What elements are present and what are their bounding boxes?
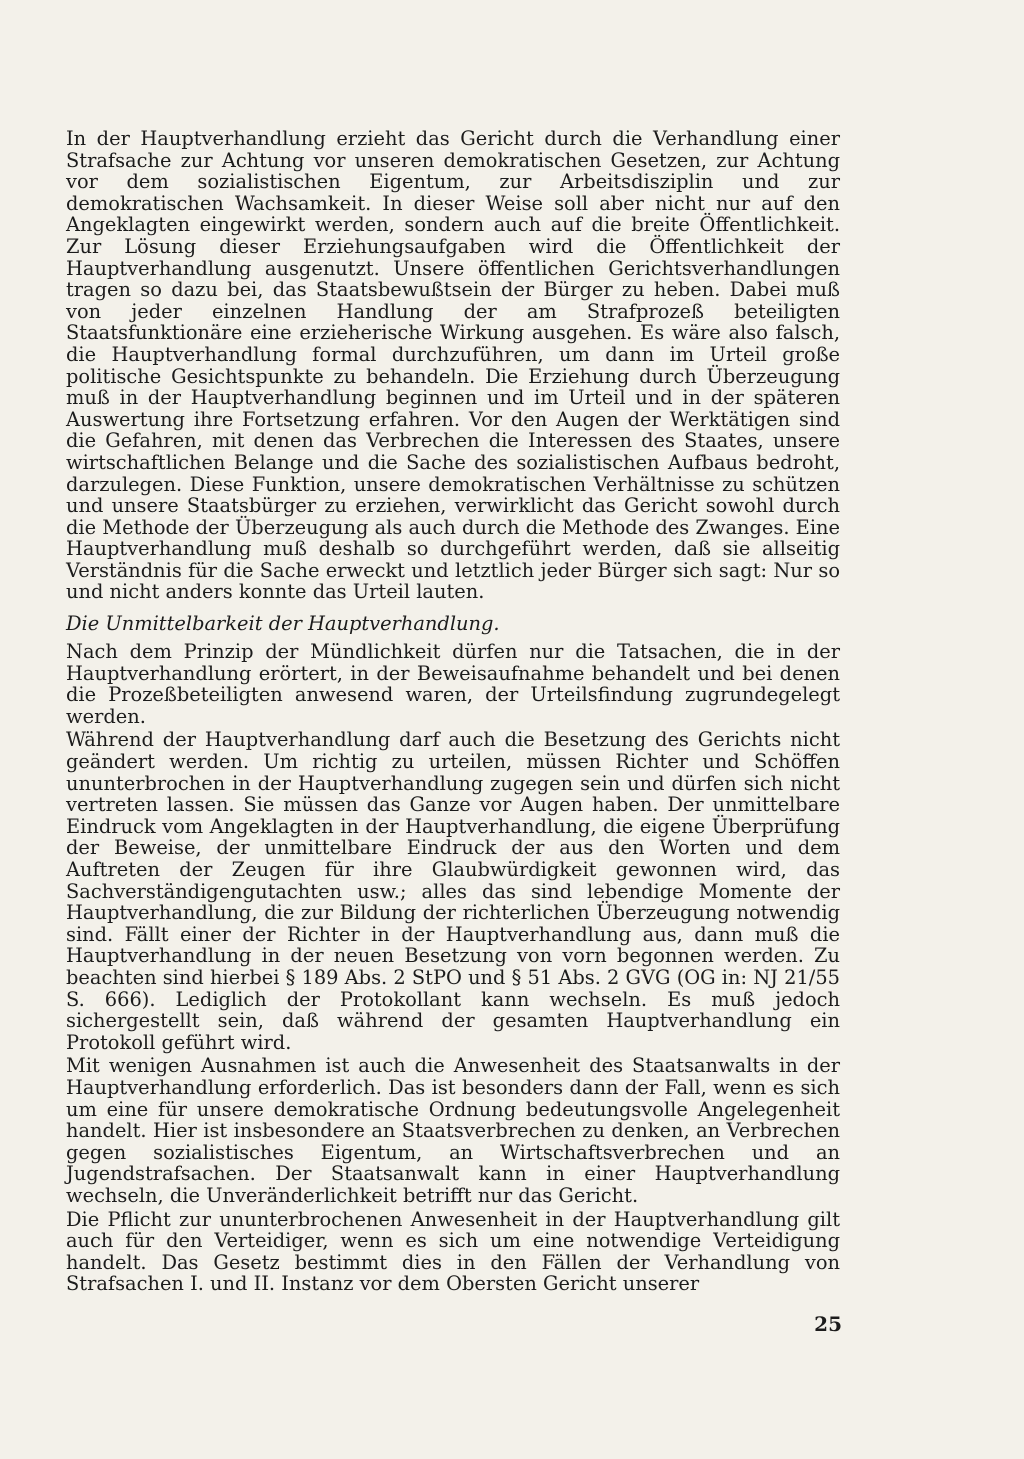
- section-heading: Die Unmittelbarkeit der Hauptverhandlung.: [66, 612, 500, 636]
- paragraph-5: Die Pflicht zur ununterbrochenen Anwesenheit in der Hauptverhandlung gilt auch für den Verteidiger, wenn es sich um eine notwendige Verteidigung handelt. Das Gesetz bestimmt dies in den Fällen der Verhandlung von Strafsachen I. und II. Instanz vor dem Obersten Gericht unserer: [66, 1207, 840, 1296]
- paragraph-2: Nach dem Prinzip der Mündlichkeit dürfen nur die Tatsachen, die in der Hauptverhandlung erörtert, in der Beweisaufnahme behandelt und bei denen die Prozeßbeteiligten anwesend waren, der Urteilsfindung zugrundegelegt werden.: [66, 640, 840, 728]
- paragraph-1: In der Hauptverhandlung erzieht das Gericht durch die Verhandlung einer Strafsache zur Achtung vor unseren demokratischen Gesetzen, zur Achtung vor dem sozialistischen Eigentum, zur Arbeitsdisziplin und zur demokratischen Wachsamkeit. In dieser Weise soll aber nicht nur auf den Angeklagten eingewirkt werden, sondern auch auf die breite Öffentlichkeit. Zur Lösung dieser Erziehungsaufgaben wird die Öffentlichkeit der Hauptverhandlung ausgenutzt. Unsere öffentlichen Gerichtsverhandlungen tragen so dazu bei, das Staatsbewußtsein der Bürger zu heben. Dabei muß von jeder einzelnen Handlung der am Strafprozeß beteiligten Staatsfunktionäre eine erzieherische Wirkung ausgehen. Es wäre also falsch, die Hauptverhandlung formal durchzuführen, um dann im Urteil große politische Gesichtspunkte zu behandeln. Die Erziehung durch Überzeugung muß in der Hauptverhandlung beginnen und im Urteil und in der späteren Auswertung ihre Fortsetzung erfahren. Vor den Augen der Werktätigen sind die Gefahren, mit denen das Verbrechen die Interessen des Staates, unsere wirtschaftlichen Belange und die Sache des sozialistischen Aufbaus bedroht, darzulegen. Diese Funktion, unsere demokratischen Verhältnisse zu schützen und unsere Staatsbürger zu erziehen, verwirklicht das Gericht sowohl durch die Methode der Überzeugung als auch durch die Methode des Zwanges. Eine Hauptverhandlung muß deshalb so durchgeführt werden, daß sie allseitig Verständnis für die Sache erweckt und letztlich jeder Bürger sich sagt: Nur so und nicht anders konnte das Urteil lauten.: [66, 127, 840, 604]
- paragraph-3: Während der Hauptverhandlung darf auch die Besetzung des Gerichts nicht geändert werden. Um richtig zu urteilen, müssen Richter und Schöffen ununterbrochen in der Hauptverhandlung zugegen sein und dürfen sich nicht vertreten lassen. Sie müssen das Ganze vor Augen haben. Der unmittelbare Eindruck vom Angeklagten in der Hauptverhandlung, die eigene Überprüfung der Beweise, der unmittelbare Eindruck der aus den Worten und dem Auftreten der Zeugen für ihre Glaubwürdigkeit gewonnen wird, das Sachverständigengutachten usw.; alles das sind lebendige Momente der Hauptverhandlung, die zur Bildung der richterlichen Überzeugung notwendig sind. Fällt einer der Richter in der Hauptverhandlung aus, dann muß die Hauptverhandlung in der neuen Besetzung von vorn begonnen werden. Zu beachten sind hierbei § 189 Abs. 2 StPO und § 51 Abs. 2 GVG (OG in: NJ 21/55 S. 666). Lediglich der Protokollant kann wechseln. Es muß jedoch sichergestellt sein, daß während der gesamten Hauptverhandlung ein Protokoll geführt wird.: [66, 728, 840, 1054]
- page-number: 25: [814, 1312, 842, 1336]
- paragraph-4: Mit wenigen Ausnahmen ist auch die Anwesenheit des Staatsanwalts in der Hauptverhandlung erforderlich. Das ist besonders dann der Fall, wenn es sich um eine für unsere demokratische Ordnung bedeutungsvolle Angelegenheit handelt. Hier ist insbesondere an Staatsverbrechen zu denken, an Verbrechen gegen sozialistisches Eigentum, an Wirtschaftsverbrechen und an Jugendstrafsachen. Der Staatsanwalt kann in einer Hauptverhandlung wechseln, die Unveränderlichkeit betrifft nur das Gericht.: [66, 1054, 840, 1207]
- page-body: [66, 128, 840, 1295]
